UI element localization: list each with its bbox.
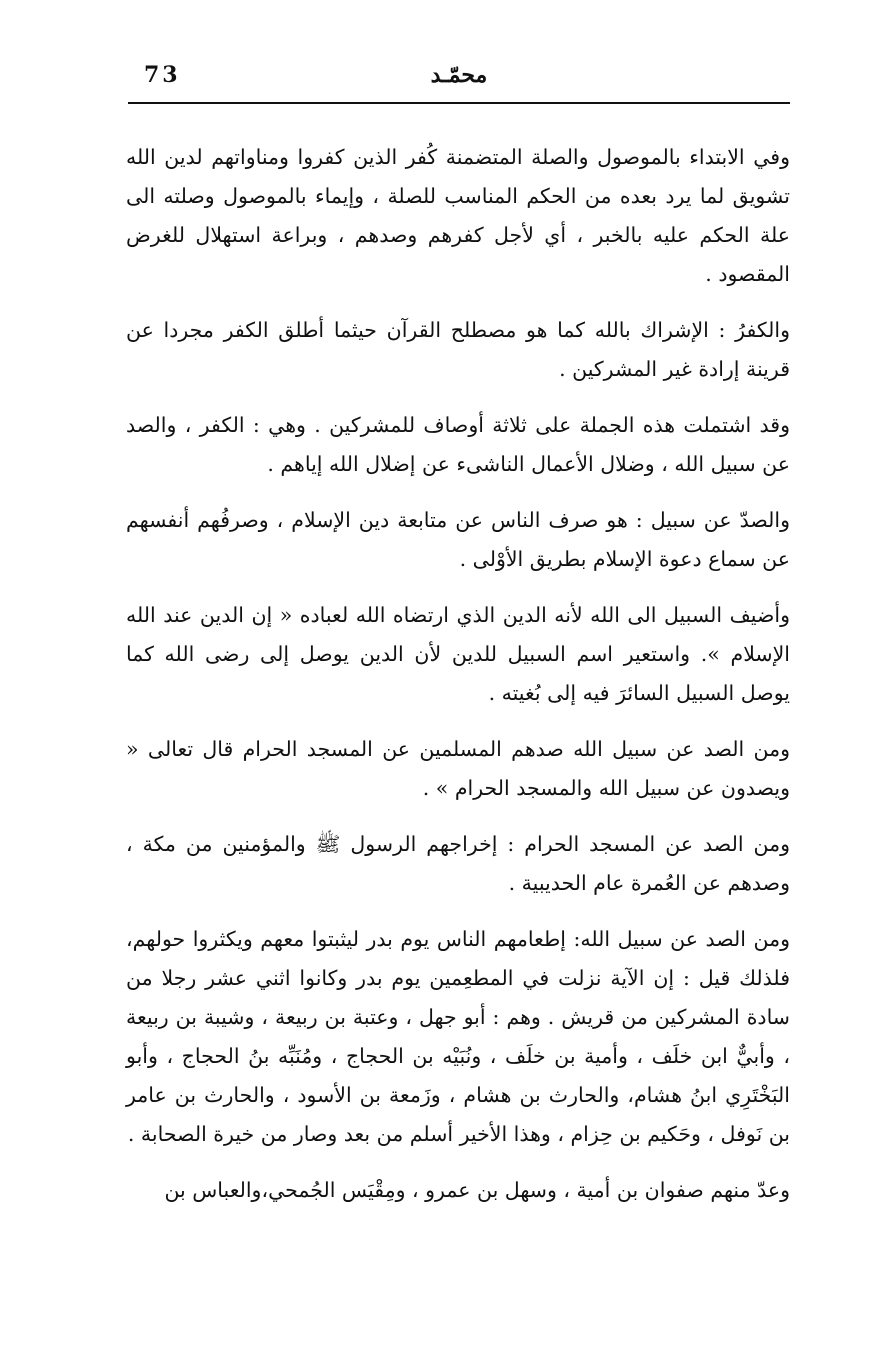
paragraph-8: ومن الصد عن سبيل الله: إطعامهم الناس يوم بدر ليثبتوا معهم ويكثروا حولهم، فلذلك قيل : إن الآية نزلت في المطعِمين يوم بدر وكانوا اثني عشر رجلا من سادة المشركين من قريش . وهم : أبو جهل ، وعتبة بن ربيعة ، وشيبة بن ربيعة ، وأبيٌّ ابن خلَف ، وأمية بن خلَف ، ونُبَيْه بن الحجاج ، ومُنَبِّه بنُ الحجاج ، وأبو البَخْتَرِي ابنُ هشام، والحارث بن هشام ، وزَمعة بن الأسود ، والحارث بن عامر بن نَوفل ، وحَكيم بن حِزام ، وهذا الأخير أسلم من بعد وصار من خيرة الصحابة . xyxy=(126,927,790,1146)
paragraph-2: والكفرُ : الإشراك بالله كما هو مصطلح القرآن حيثما أطلق الكفر مجردا عن قرينة إرادة غير المشركين . xyxy=(126,318,790,381)
running-title: محمّـد xyxy=(430,62,488,88)
page-number: 73 xyxy=(144,62,181,88)
page-body xyxy=(126,138,790,1227)
paragraph-5: وأضيف السبيل الى الله لأنه الدين الذي ارتضاه الله لعباده « إن الدين عند الله الإسلام ». واستعير اسم السبيل للدين لأن الدين يوصل إلى رضى الله كما يوصل السبيل السائرَ فيه إلى بُغيته . xyxy=(126,603,790,705)
paragraph-4: والصدّ عن سبيل : هو صرف الناس عن متابعة دين الإسلام ، وصرفُهم أنفسهم عن سماع دعوة الإسلام بطريق الأوْلى . xyxy=(126,508,790,571)
paragraph-3: وقد اشتملت هذه الجملة على ثلاثة أوصاف للمشركين . وهي : الكفر ، والصد عن سبيل الله ، وضلال الأعمال الناشىء عن إضلال الله إياهم . xyxy=(126,413,790,476)
paragraph-7: ومن الصد عن المسجد الحرام : إخراجهم الرسول ﷺ والمؤمنين من مكة ، وصدهم عن العُمرة عام الحديبية . xyxy=(126,832,790,895)
page-header xyxy=(128,58,790,104)
paragraph-1: وفي الابتداء بالموصول والصلة المتضمنة كُفر الذين كفروا ومناواتهم لدين الله تشويق لما يرد بعده من الحكم المناسب للصلة ، وإيماء بالموصول وصلته الى علة الحكم عليه بالخبر ، أي لأجل كفرهم وصدهم ، وبراعة استهلال للغرض المقصود . xyxy=(126,145,790,286)
paragraph-6: ومن الصد عن سبيل الله صدهم المسلمين عن المسجد الحرام قال تعالى « ويصدون عن سبيل الله والمسجد الحرام » . xyxy=(126,737,790,800)
paragraph-9: وعدّ منهم صفوان بن أمية ، وسهل بن عمرو ، ومِقْيَس الجُمحي،والعباس بن xyxy=(164,1178,790,1202)
